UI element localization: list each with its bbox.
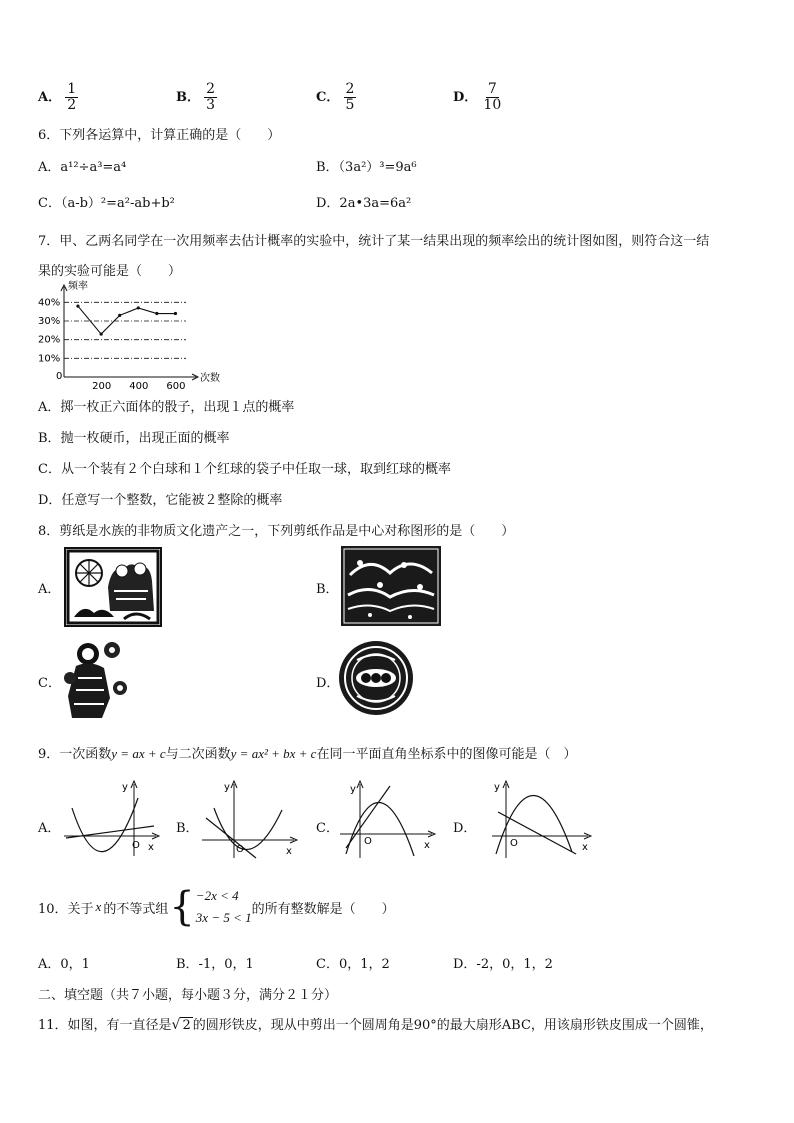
option-label: D． [453,90,478,105]
q7-option-b: B．抛一枚硬币，出现正面的概率 [38,431,230,446]
x-axis-label: x [424,840,430,851]
brace: { [169,884,195,930]
q5-option-c [316,82,356,113]
series-line [78,306,176,334]
q6-option-c: C．（a-b）²=a²-ab+b² [38,196,175,211]
fraction [481,82,503,113]
frequency-chart [36,281,220,392]
x-axis-label: x [148,842,154,853]
sqrt-radicand: 2 [182,1018,191,1033]
paper-cut-b-image [340,545,442,627]
q10-stem-post: 的所有整数解是（ ） [251,901,395,917]
denominator: 3 [206,97,216,113]
q8-stem: 8．剪纸是水族的非物质文化遗产之一，下列剪纸作品是中心对称图形的是（ ） [38,524,515,539]
x-tick-label: 0 [56,371,63,382]
option-label: C． [316,90,340,105]
x-axis-label: x [582,842,588,853]
inequality-1: −2x < 4 [195,888,239,903]
q6-stem: 6．下列各运算中，计算正确的是（ ） [38,128,281,143]
q6-option-d: D．2a•3a=6a² [316,196,412,211]
denominator: 10 [483,97,502,113]
denominator: 2 [67,97,77,113]
paper-cut-d-image [337,638,415,718]
y-tick-label: 20% [38,334,61,346]
linear-function: y = ax + c [111,746,166,761]
sqrt-sign: √ [171,1017,181,1033]
origin-label: O [132,840,140,851]
q7-option-c: C．从一个装有２个白球和１个红球的袋子中任取一球，取到红球的概率 [38,462,451,477]
graph-d [490,778,594,860]
q8-option-c-label: C． [38,676,61,691]
data-point [76,304,79,307]
y-tick-label: 30% [38,316,61,327]
q5-option-b [176,82,217,113]
q11-post: 的圆形铁皮，现从中剪出一个圆周角是90°的最大扇形ABC，用该扇形铁皮围成一个圆锥， [192,1018,713,1033]
option-label: A． [38,90,62,105]
graph-b [200,778,300,860]
y-axis-label: y [494,782,500,793]
section-heading: 二、填空题（共７小题，每小题３分，满分２１分） [38,988,338,1003]
numerator: 7 [487,81,497,97]
q10-stem-pre: 10．关于 [38,901,94,917]
q9-stem [38,743,576,762]
y-axis-title: 频率 [68,281,88,292]
q9-stem-mid: 与二次函数 [165,747,231,762]
y-tick-label: 10% [38,353,61,365]
x-tick-label: 600 [166,381,186,392]
q7-stem-line2: 果的实验可能是（ ） [38,264,182,279]
data-point [118,314,121,317]
fraction [204,82,217,113]
q5-option-d [453,82,503,113]
y-tick-label: 40% [38,297,61,309]
q8-option-b-label: B． [316,582,339,597]
q9-option-d-label: D． [453,821,477,836]
q7-option-d: D．任意写一个整数，它能被２整除的概率 [38,493,283,508]
x-tick-label: 200 [92,381,112,392]
q9-stem-post: 在同一平面直角坐标系中的图像可能是（ ） [316,747,577,762]
q8-option-d-label: D． [316,676,340,691]
graph-c [338,778,438,860]
inequality-system [196,885,252,929]
q10-option-c: C．0，1，2 [316,957,390,972]
quadratic-function: y = ax² + bx + c [230,746,317,761]
q5-option-a [38,82,78,113]
paper-cut-a-image [64,547,162,627]
x-tick-label: 400 [129,381,149,392]
q9-stem-pre: 9．一次函数 [38,747,112,762]
x-axis-title: 次数 [200,373,220,384]
data-point [174,312,177,315]
option-label: B． [176,90,200,105]
data-point [100,332,103,335]
y-axis-label: y [224,782,230,793]
y-axis-label: y [122,782,128,793]
q9-option-c-label: C． [316,821,339,836]
x-axis-label: x [286,846,292,857]
numerator: 1 [67,81,77,97]
fraction [65,82,78,113]
origin-label: O [236,844,244,855]
q10-stem-mid: 的不等式组 [103,901,169,917]
q10-stem [38,883,395,931]
y-axis-label: y [350,784,356,795]
q9-option-b-label: B． [176,821,199,836]
data-point [155,312,158,315]
denominator: 5 [345,97,355,113]
q11-stem [38,1014,713,1033]
q10-option-a: A．0，1 [38,957,90,972]
q8-option-a-label: A． [38,582,61,597]
numerator: 2 [206,81,216,97]
q7-option-a: A．掷一枚正六面体的骰子，出现１点的概率 [38,400,295,415]
q10-variable: x [95,899,102,914]
q6-option-b: B．（3a²）³=9a⁶ [316,160,417,175]
q6-option-a: A．a¹²÷a³=a⁴ [38,160,127,175]
q10-option-d: D．-2，0，1，2 [453,957,553,972]
q7-stem-line1: 7．甲、乙两名同学在一次用频率去估计概率的实验中，统计了某一结果出现的频率绘出的统计图如图，则符合这一结 [38,234,710,249]
paper-cut-c-image [60,638,132,722]
graph-a [62,778,162,860]
q10-option-b: B．-1，0，1 [176,957,254,972]
q11-pre: 11．如图，有一直径是 [38,1018,172,1033]
origin-label: O [510,838,518,849]
fraction [344,82,357,113]
inequality-2: 3x − 5 < 1 [195,910,252,925]
origin-label: O [364,836,372,847]
q9-option-a-label: A． [38,821,61,836]
data-point [137,306,140,309]
numerator: 2 [345,81,355,97]
